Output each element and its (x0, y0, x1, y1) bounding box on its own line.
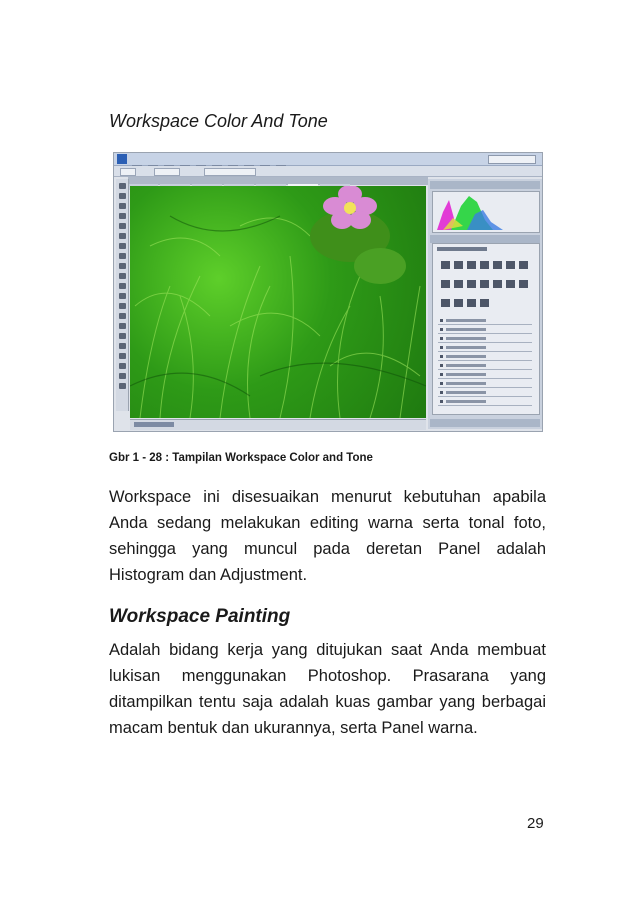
status-bar (130, 419, 426, 430)
photoshop-screenshot-figure (113, 152, 543, 432)
adjustments-panel (432, 243, 540, 415)
menu-items (132, 156, 332, 161)
figure-caption: Gbr 1 - 28 : Tampilan Workspace Color and Tone (109, 452, 373, 464)
adjustment-icons (441, 258, 533, 315)
right-panels (428, 179, 542, 429)
page-number: 29 (527, 815, 544, 832)
document-tab-bar (128, 177, 428, 185)
options-bar (114, 166, 542, 177)
menu-bar (114, 153, 542, 166)
histogram-panel-tab (430, 181, 540, 189)
image-canvas (130, 186, 426, 418)
tools-panel (116, 179, 129, 411)
layers-panel-tabs (430, 419, 540, 427)
section2-paragraph: Adalah bidang kerja yang ditujukan saat Anda membuat lukisan menggunakan Photoshop. Prasarana yang ditampilkan tentu saja adalah kuas gambar yang berbagai macam bentuk dan ukurannya, serta Panel warna. (109, 641, 546, 737)
adjustment-presets-list (438, 316, 532, 406)
grass-photo (130, 186, 426, 418)
section1-paragraph: Workspace ini disesuaikan menurut kebutuhan apabila Anda sedang melakukan editing warna serta tonal foto, sehingga yang muncul pada deretan Panel adalah Histogram dan Adjustment. (109, 488, 546, 584)
histogram-graph (433, 192, 539, 232)
photoshop-logo-icon (117, 154, 127, 164)
section-heading-color-tone: Workspace Color And Tone (109, 111, 328, 131)
histogram-panel (432, 191, 540, 233)
adjustments-panel-tab (430, 235, 540, 243)
workspace-switcher (488, 155, 536, 164)
section-heading-painting: Workspace Painting (109, 606, 291, 627)
